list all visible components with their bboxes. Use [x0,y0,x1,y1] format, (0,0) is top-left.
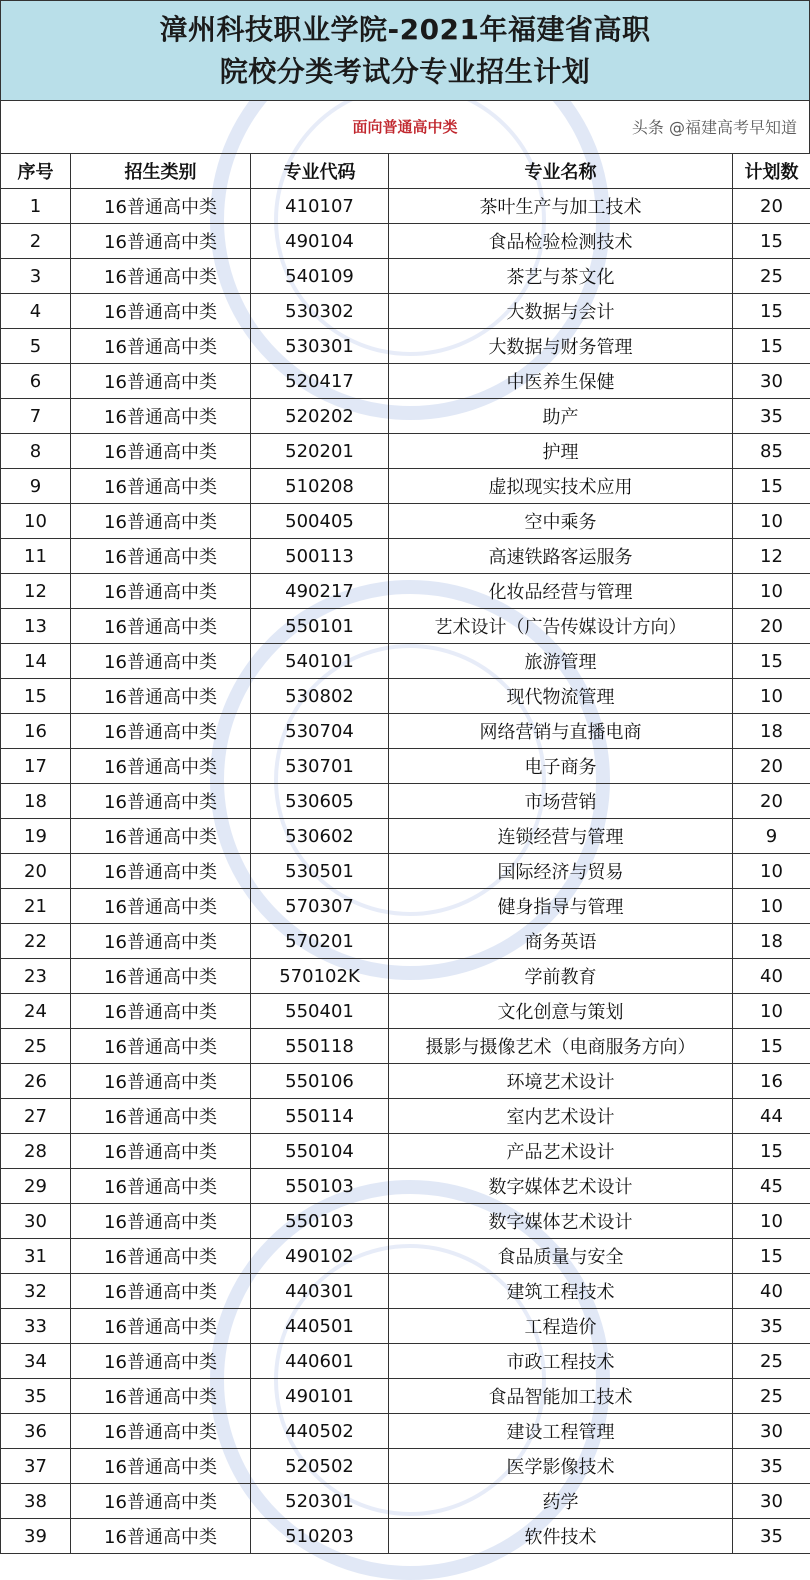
cell-code: 530701 [251,749,389,784]
cell-index: 22 [1,924,71,959]
cell-index: 25 [1,1029,71,1064]
cell-code: 440502 [251,1414,389,1449]
cell-code: 530802 [251,679,389,714]
table-row [1,1169,810,1204]
cell-code: 540109 [251,259,389,294]
cell-quota: 15 [733,224,810,259]
cell-code: 510208 [251,469,389,504]
cell-quota: 15 [733,294,810,329]
cell-category: 16普通高中类 [71,399,251,434]
cell-code: 550103 [251,1204,389,1239]
cell-code: 440501 [251,1309,389,1344]
table-row [1,679,810,714]
table-row [1,1064,810,1099]
cell-major: 艺术设计（广告传媒设计方向） [389,609,733,644]
cell-quota: 45 [733,1169,810,1204]
table-body [1,189,810,1554]
cell-quota: 20 [733,784,810,819]
cell-major: 旅游管理 [389,644,733,679]
cell-index: 16 [1,714,71,749]
cell-index: 33 [1,1309,71,1344]
table-row [1,1134,810,1169]
cell-quota: 40 [733,1274,810,1309]
cell-major: 环境艺术设计 [389,1064,733,1099]
cell-code: 520201 [251,434,389,469]
cell-index: 13 [1,609,71,644]
cell-category: 16普通高中类 [71,1309,251,1344]
cell-quota: 10 [733,854,810,889]
source-credit: 头条 @福建高考早知道 [632,100,797,153]
cell-major: 数字媒体艺术设计 [389,1204,733,1239]
table-row [1,959,810,994]
cell-category: 16普通高中类 [71,1274,251,1309]
cell-index: 28 [1,1134,71,1169]
cell-code: 570307 [251,889,389,924]
cell-category: 16普通高中类 [71,644,251,679]
cell-major: 茶叶生产与加工技术 [389,189,733,224]
table-row [1,889,810,924]
cell-major: 大数据与财务管理 [389,329,733,364]
cell-code: 490101 [251,1379,389,1414]
cell-category: 16普通高中类 [71,784,251,819]
section-subtitle-row [0,100,810,153]
cell-category: 16普通高中类 [71,994,251,1029]
cell-code: 530301 [251,329,389,364]
cell-code: 410107 [251,189,389,224]
cell-code: 440301 [251,1274,389,1309]
table-row [1,1099,810,1134]
cell-quota: 12 [733,539,810,574]
cell-major: 市场营销 [389,784,733,819]
document-title [0,0,810,101]
cell-category: 16普通高中类 [71,504,251,539]
cell-index: 24 [1,994,71,1029]
cell-quota: 10 [733,679,810,714]
cell-index: 15 [1,679,71,714]
cell-quota: 25 [733,259,810,294]
cell-code: 540101 [251,644,389,679]
table-row [1,854,810,889]
cell-quota: 35 [733,399,810,434]
cell-code: 530501 [251,854,389,889]
table-row [1,644,810,679]
table-row [1,1519,810,1554]
table-row [1,1204,810,1239]
cell-quota: 18 [733,924,810,959]
cell-code: 520417 [251,364,389,399]
cell-code: 550114 [251,1099,389,1134]
cell-index: 9 [1,469,71,504]
table-row [1,469,810,504]
cell-index: 27 [1,1099,71,1134]
cell-quota: 30 [733,1484,810,1519]
cell-index: 17 [1,749,71,784]
table-row [1,504,810,539]
cell-quota: 10 [733,994,810,1029]
cell-index: 31 [1,1239,71,1274]
cell-quota: 30 [733,1414,810,1449]
cell-major: 产品艺术设计 [389,1134,733,1169]
table-row [1,1414,810,1449]
cell-major: 商务英语 [389,924,733,959]
cell-category: 16普通高中类 [71,854,251,889]
cell-index: 36 [1,1414,71,1449]
cell-category: 16普通高中类 [71,434,251,469]
header-category: 招生类别 [71,154,251,189]
cell-quota: 85 [733,434,810,469]
cell-major: 化妆品经营与管理 [389,574,733,609]
cell-code: 500405 [251,504,389,539]
cell-quota: 20 [733,609,810,644]
cell-index: 2 [1,224,71,259]
header-quota: 计划数 [733,154,810,189]
cell-category: 16普通高中类 [71,189,251,224]
cell-index: 18 [1,784,71,819]
cell-code: 490217 [251,574,389,609]
cell-index: 35 [1,1379,71,1414]
table-row [1,1239,810,1274]
cell-major: 室内艺术设计 [389,1099,733,1134]
cell-category: 16普通高中类 [71,1169,251,1204]
cell-major: 软件技术 [389,1519,733,1554]
enrollment-plan-table [0,153,810,1554]
cell-quota: 18 [733,714,810,749]
cell-index: 1 [1,189,71,224]
cell-category: 16普通高中类 [71,1204,251,1239]
cell-major: 摄影与摄像艺术（电商服务方向） [389,1029,733,1064]
table-row [1,1449,810,1484]
cell-code: 550101 [251,609,389,644]
cell-major: 医学影像技术 [389,1449,733,1484]
cell-major: 虚拟现实技术应用 [389,469,733,504]
cell-quota: 15 [733,469,810,504]
cell-code: 490104 [251,224,389,259]
cell-quota: 35 [733,1519,810,1554]
cell-quota: 20 [733,189,810,224]
cell-category: 16普通高中类 [71,889,251,924]
cell-category: 16普通高中类 [71,1519,251,1554]
title-line-1: 漳州科技职业学院-2021年福建省高职 [159,9,650,51]
cell-major: 建筑工程技术 [389,1274,733,1309]
cell-code: 550118 [251,1029,389,1064]
cell-code: 520502 [251,1449,389,1484]
cell-major: 中医养生保健 [389,364,733,399]
header-major: 专业名称 [389,154,733,189]
cell-code: 530602 [251,819,389,854]
cell-category: 16普通高中类 [71,294,251,329]
cell-quota: 10 [733,889,810,924]
cell-index: 26 [1,1064,71,1099]
cell-index: 34 [1,1344,71,1379]
cell-quota: 10 [733,504,810,539]
cell-category: 16普通高中类 [71,959,251,994]
cell-code: 530704 [251,714,389,749]
cell-index: 6 [1,364,71,399]
section-subtitle: 面向普通高中类 [1,100,809,153]
cell-category: 16普通高中类 [71,469,251,504]
cell-index: 5 [1,329,71,364]
cell-category: 16普通高中类 [71,679,251,714]
title-line-2: 院校分类考试分专业招生计划 [220,51,591,93]
cell-code: 550106 [251,1064,389,1099]
cell-quota: 15 [733,329,810,364]
cell-code: 550104 [251,1134,389,1169]
cell-major: 建设工程管理 [389,1414,733,1449]
table-row [1,329,810,364]
cell-quota: 25 [733,1344,810,1379]
cell-category: 16普通高中类 [71,1344,251,1379]
cell-category: 16普通高中类 [71,574,251,609]
cell-quota: 9 [733,819,810,854]
cell-quota: 30 [733,364,810,399]
cell-index: 32 [1,1274,71,1309]
cell-quota: 35 [733,1449,810,1484]
cell-index: 21 [1,889,71,924]
cell-category: 16普通高中类 [71,1449,251,1484]
header-index: 序号 [1,154,71,189]
cell-major: 健身指导与管理 [389,889,733,924]
cell-category: 16普通高中类 [71,1239,251,1274]
cell-major: 数字媒体艺术设计 [389,1169,733,1204]
cell-major: 高速铁路客运服务 [389,539,733,574]
cell-category: 16普通高中类 [71,609,251,644]
cell-major: 现代物流管理 [389,679,733,714]
table-row [1,364,810,399]
cell-index: 10 [1,504,71,539]
cell-code: 520202 [251,399,389,434]
cell-category: 16普通高中类 [71,819,251,854]
cell-major: 药学 [389,1484,733,1519]
cell-code: 440601 [251,1344,389,1379]
table-row [1,1309,810,1344]
cell-category: 16普通高中类 [71,714,251,749]
cell-index: 14 [1,644,71,679]
cell-code: 550401 [251,994,389,1029]
table-row [1,1344,810,1379]
cell-major: 市政工程技术 [389,1344,733,1379]
cell-quota: 15 [733,1134,810,1169]
cell-code: 520301 [251,1484,389,1519]
cell-category: 16普通高中类 [71,749,251,784]
table-row [1,259,810,294]
cell-major: 学前教育 [389,959,733,994]
cell-index: 20 [1,854,71,889]
cell-major: 护理 [389,434,733,469]
cell-major: 茶艺与茶文化 [389,259,733,294]
cell-major: 助产 [389,399,733,434]
cell-quota: 25 [733,1379,810,1414]
cell-index: 4 [1,294,71,329]
table-row [1,1029,810,1064]
table-row [1,819,810,854]
cell-category: 16普通高中类 [71,1414,251,1449]
table-row [1,434,810,469]
cell-category: 16普通高中类 [71,329,251,364]
table-row [1,574,810,609]
cell-index: 11 [1,539,71,574]
cell-quota: 16 [733,1064,810,1099]
cell-quota: 15 [733,1029,810,1064]
cell-index: 19 [1,819,71,854]
cell-category: 16普通高中类 [71,539,251,574]
cell-quota: 10 [733,1204,810,1239]
table-row [1,714,810,749]
cell-category: 16普通高中类 [71,1029,251,1064]
table-row [1,539,810,574]
cell-index: 23 [1,959,71,994]
cell-major: 空中乘务 [389,504,733,539]
table-row [1,609,810,644]
cell-major: 工程造价 [389,1309,733,1344]
cell-quota: 15 [733,644,810,679]
table-row [1,294,810,329]
table-row [1,1484,810,1519]
cell-category: 16普通高中类 [71,1484,251,1519]
header-code: 专业代码 [251,154,389,189]
cell-code: 510203 [251,1519,389,1554]
table-row [1,784,810,819]
table-row [1,1379,810,1414]
cell-code: 500113 [251,539,389,574]
table-row [1,924,810,959]
cell-category: 16普通高中类 [71,1134,251,1169]
cell-quota: 10 [733,574,810,609]
cell-major: 食品质量与安全 [389,1239,733,1274]
cell-major: 食品智能加工技术 [389,1379,733,1414]
cell-quota: 40 [733,959,810,994]
cell-category: 16普通高中类 [71,224,251,259]
cell-index: 39 [1,1519,71,1554]
table-row [1,994,810,1029]
cell-quota: 20 [733,749,810,784]
cell-index: 12 [1,574,71,609]
cell-major: 大数据与会计 [389,294,733,329]
cell-code: 530302 [251,294,389,329]
table-row [1,189,810,224]
cell-index: 8 [1,434,71,469]
table-row [1,399,810,434]
table-row [1,224,810,259]
cell-category: 16普通高中类 [71,364,251,399]
cell-code: 550103 [251,1169,389,1204]
cell-category: 16普通高中类 [71,1379,251,1414]
cell-category: 16普通高中类 [71,1099,251,1134]
cell-index: 38 [1,1484,71,1519]
cell-index: 37 [1,1449,71,1484]
cell-code: 570201 [251,924,389,959]
cell-quota: 15 [733,1239,810,1274]
cell-code: 570102K [251,959,389,994]
cell-index: 3 [1,259,71,294]
cell-major: 文化创意与策划 [389,994,733,1029]
cell-category: 16普通高中类 [71,259,251,294]
table-row [1,749,810,784]
cell-major: 连锁经营与管理 [389,819,733,854]
table-header-row [1,154,810,189]
cell-index: 30 [1,1204,71,1239]
cell-category: 16普通高中类 [71,924,251,959]
table-row [1,1274,810,1309]
cell-code: 490102 [251,1239,389,1274]
cell-major: 网络营销与直播电商 [389,714,733,749]
cell-quota: 44 [733,1099,810,1134]
cell-index: 7 [1,399,71,434]
cell-index: 29 [1,1169,71,1204]
cell-code: 530605 [251,784,389,819]
cell-category: 16普通高中类 [71,1064,251,1099]
cell-quota: 35 [733,1309,810,1344]
cell-major: 食品检验检测技术 [389,224,733,259]
cell-major: 电子商务 [389,749,733,784]
cell-major: 国际经济与贸易 [389,854,733,889]
